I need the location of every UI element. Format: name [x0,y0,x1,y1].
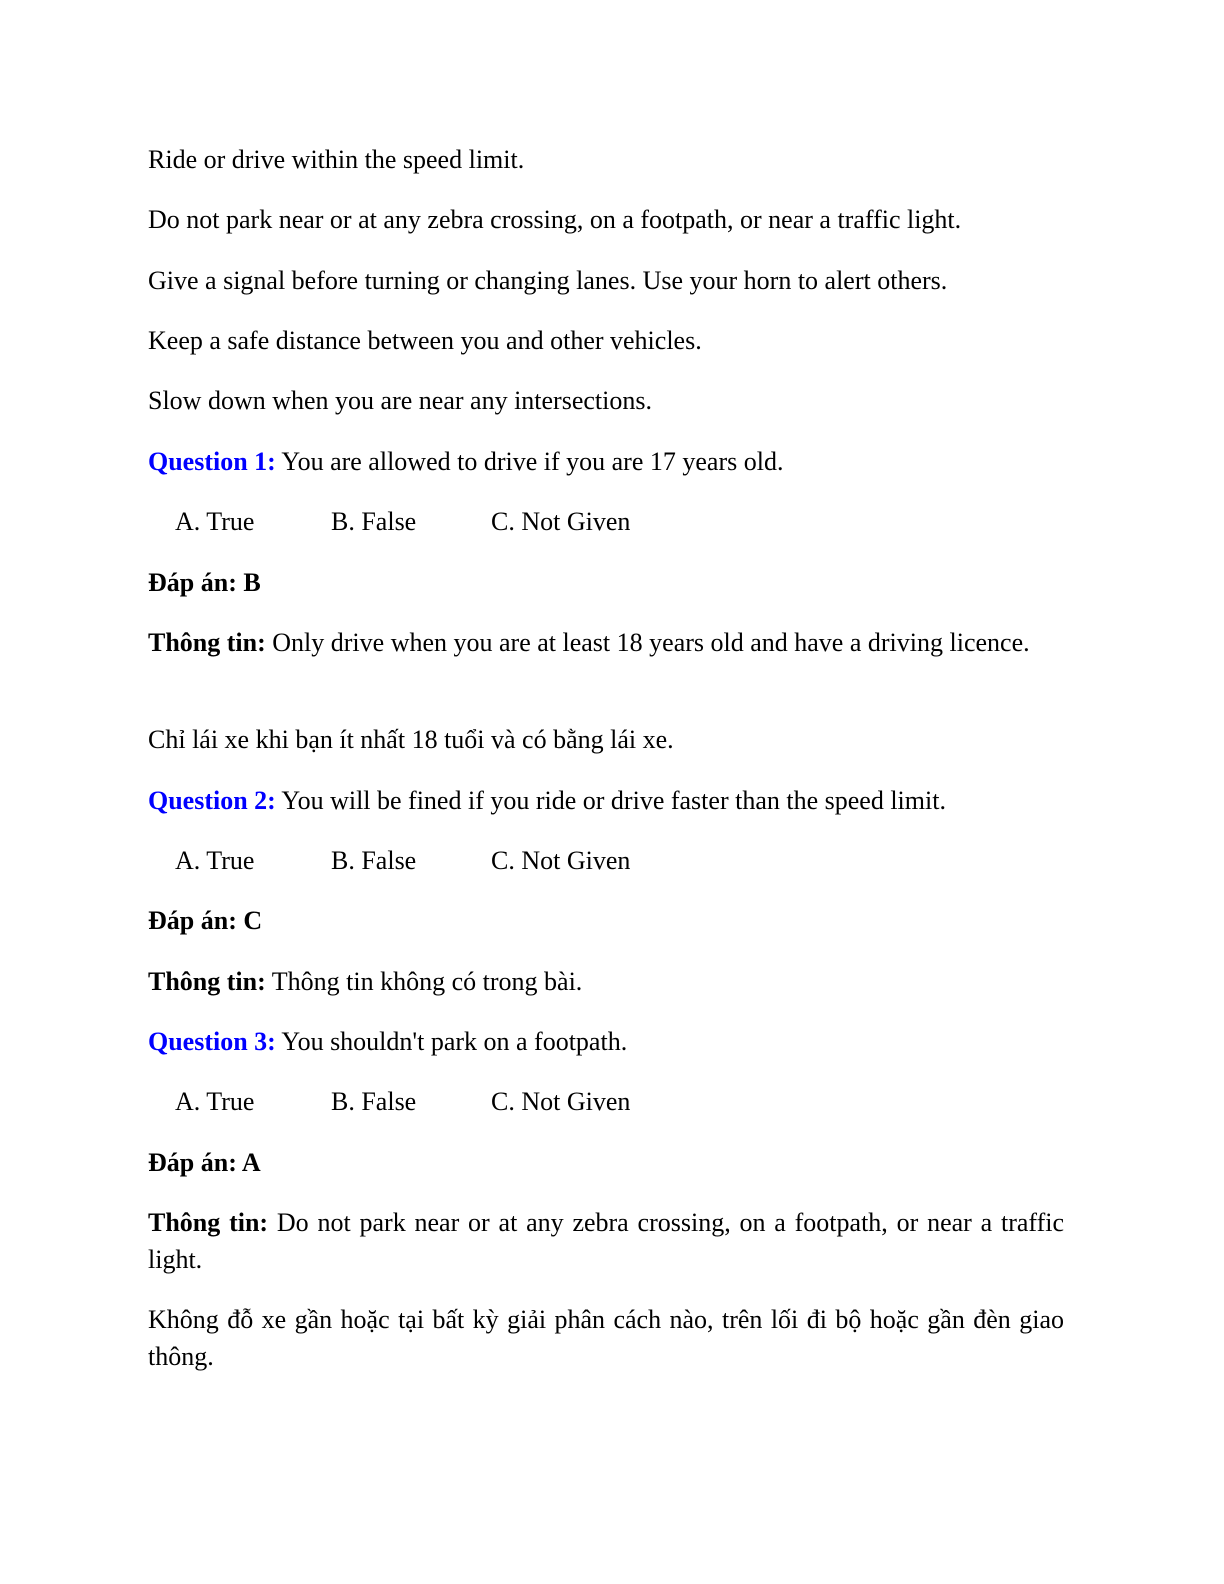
answer-line: Đáp án: B [148,568,261,597]
info-label: Thông tin: [148,967,266,996]
question-label: Question 3: [148,1027,276,1056]
intro-line: Do not park near or at any zebra crossing, on a footpath, or near a traffic light. [148,205,962,234]
option-a: A. True [175,507,255,536]
question-text: You shouldn't park on a footpath. [281,1027,628,1056]
info-text: Only drive when you are at least 18 years old and have a driving licence. [272,628,1030,657]
info-text: Thông tin không có trong bài. [271,967,583,996]
option-a: A. True [175,1087,255,1116]
option-b: B. False [331,1087,417,1116]
option-b: B. False [331,846,417,875]
intro-line: Slow down when you are near any intersections. [148,386,652,415]
translation: Không đỗ xe gần hoặc tại bất kỳ giải phân cách nào, trên lối đi bộ hoặc gần đèn giao thông. [148,1305,1064,1371]
question-1 [148,443,1064,480]
option-b: B. False [331,507,417,536]
option-c: C. Not Given [491,846,631,875]
question-label: Question 1: [148,447,276,476]
option-c: C. Not Given [491,507,631,536]
info-paragraph [148,963,1064,1000]
intro-line: Keep a safe distance between you and other vehicles. [148,326,702,355]
question-2 [148,782,1064,819]
info-label: Thông tin: [148,628,266,657]
answer-line: Đáp án: C [148,906,263,935]
question-text: You are allowed to drive if you are 17 years old. [281,447,784,476]
info-paragraph [148,624,1064,661]
question-label: Question 2: [148,786,276,815]
question-text: You will be fined if you ride or drive faster than the speed limit. [281,786,946,815]
info-label: Thông tin: [148,1208,269,1237]
intro-line: Ride or drive within the speed limit. [148,145,525,174]
question-3 [148,1023,1064,1060]
info-text: Do not park near or at any zebra crossing, on a footpath, or near a traffic light. [148,1208,1064,1274]
answer-line: Đáp án: A [148,1148,261,1177]
translation: Chỉ lái xe khi bạn ít nhất 18 tuổi và có bằng lái xe. [148,725,674,754]
intro-line: Give a signal before turning or changing lanes. Use your horn to alert others. [148,266,948,295]
option-a: A. True [175,846,255,875]
option-c: C. Not Given [491,1087,631,1116]
info-paragraph [148,1204,1064,1278]
